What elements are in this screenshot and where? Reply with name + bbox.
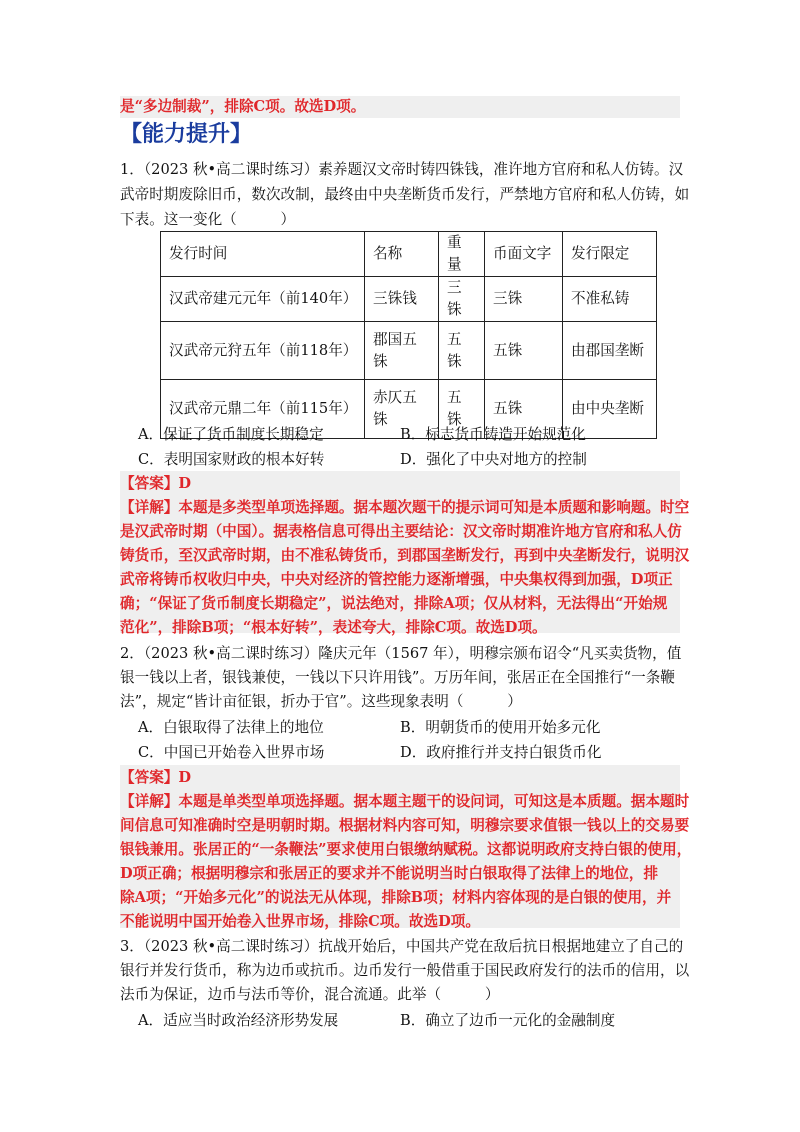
q2-answer: 【答案】D	[120, 769, 192, 786]
table-cell: 不准私铸	[563, 277, 657, 322]
q1-explain-line: 是汉武帝时期（中国）。据表格信息可得出主要结论：汉文帝时期准许地方官府和私人仿	[120, 523, 682, 540]
q3-option-b: B．确立了边币一元化的金融制度	[400, 1012, 616, 1029]
q2-option-c: C．中国已开始卷入世界市场	[138, 744, 325, 761]
q1-explain-line: 范化”，排除B项；“根本好转”，表述夸大，排除C项。故选D项。	[120, 619, 547, 636]
table-cell: 由中央垄断	[563, 380, 657, 439]
q1-stem-line-2: 武帝时期废除旧币，数次改制，最终由中央垄断货币发行，严禁地方官府和私人仿铸，如	[120, 186, 690, 203]
q2-explain-line: 【详解】本题是单类型单项选择题。据本题主题干的设问词，可知这是本质题。据本题时	[120, 793, 690, 810]
q2-option-d: D．政府推行并支持白银货币化	[400, 744, 602, 761]
q2-explain-line: 银钱兼用。张居正的“一条鞭法”要求使用白银缴纳赋税。这都说明政府支持白银的使用，	[120, 841, 692, 858]
top-explain-text: 是“多边制裁”，排除C项。故选D项。	[120, 98, 366, 115]
q1-option-a: A．保证了货币制度长期稳定	[138, 426, 324, 443]
q2-explain-line: 间信息可知准确时空是明朝时期。根据材料内容可知，明穆宗要求值银一钱以上的交易要	[120, 817, 690, 834]
table-header-cell: 币面文字	[485, 232, 563, 277]
q2-stem-line-2: 银一钱以上者，银钱兼使，一钱以下只许用钱”。万历年间，张居正在全国推行“一条鞭	[120, 669, 675, 686]
q1-answer: 【答案】D	[120, 475, 192, 492]
table-cell: 三铢	[485, 277, 563, 322]
q1-option-d: D．强化了中央对地方的控制	[400, 451, 587, 468]
table-header-cell: 发行时间	[161, 232, 365, 277]
table-cell: 郡国五铢	[365, 322, 439, 380]
table-cell: 三铢钱	[365, 277, 439, 322]
currency-table	[160, 231, 657, 439]
table-cell: 汉武帝元鼎二年（前115年）	[161, 380, 365, 439]
q1-explain-line: 确；“保证了货币制度长期稳定”，说法绝对，排除A项；仅从材料，无法得出“开始规	[120, 595, 668, 612]
q1-option-c: C．表明国家财政的根本好转	[138, 451, 325, 468]
q3-option-a: A．适应当时政治经济形势发展	[138, 1012, 339, 1029]
q2-explain-line: 除A项；“开始多元化”的说法无从体现，排除B项；材料内容体现的是白银的使用，并	[120, 889, 672, 906]
q1-option-b: B．标志货币铸造开始规范化	[400, 426, 586, 443]
table-row	[161, 277, 657, 322]
section-heading: 【能力提升】	[120, 122, 253, 147]
table-row	[161, 322, 657, 380]
q1-explain-line: 武帝将铸币权收归中央，中央对经济的管控能力逐渐增强，中央集权得到加强，D项正	[120, 571, 673, 588]
table-cell: 五铢	[439, 380, 485, 439]
q3-stem-line-2: 银行并发行货币，称为边币或抗币。边币发行一般借重于国民政府发行的法币的信用，以	[120, 962, 690, 979]
q2-stem-line-3: 法”，规定“皆计亩征银，折办于官”。这些现象表明（ ）	[120, 693, 522, 710]
q2-stem-line-1: 2．（2023 秋•高二课时练习）隆庆元年（1567 年），明穆宗颁布诏令“凡买卖货物，值	[120, 645, 682, 662]
q1-explain-line: 铸货币，至汉武帝时期，由不准私铸货币，到郡国垄断发行，再到中央垄断发行，说明汉	[120, 547, 690, 564]
q2-explain-line: 不能说明中国开始卷入世界市场，排除C项。故选D项。	[120, 913, 480, 930]
q2-explain-line: D项正确；根据明穆宗和张居正的要求并不能说明当时白银取得了法律上的地位，排	[120, 865, 659, 882]
table-cell: 五铢	[485, 380, 563, 439]
table-cell: 五铢	[485, 322, 563, 380]
table-header-cell: 重量	[439, 232, 485, 277]
table-cell: 三铢	[439, 277, 485, 322]
q1-stem-line-1: 1．（2023 秋•高二课时练习）素养题汉文帝时铸四铢钱，准许地方官府和私人仿铸。汉	[120, 161, 684, 178]
q1-explain-line: 【详解】本题是多类型单项选择题。据本题次题干的提示词可知是本质题和影响题。时空	[120, 499, 690, 516]
table-cell: 汉武帝建元元年（前140年）	[161, 277, 365, 322]
q2-option-b: B．明朝货币的使用开始多元化	[400, 719, 601, 736]
table-cell: 赤仄五铢	[365, 380, 439, 439]
table-header-cell: 名称	[365, 232, 439, 277]
q1-stem-line-3: 下表。这一变化（ ）	[120, 211, 296, 228]
table-cell: 五铢	[439, 322, 485, 380]
table-header-cell: 发行限定	[563, 232, 657, 277]
q2-option-a: A．白银取得了法律上的地位	[138, 719, 324, 736]
table-cell: 汉武帝元狩五年（前118年）	[161, 322, 365, 380]
q3-stem-line-3: 法币为保证，边币与法币等价，混合流通。此举（ ）	[120, 986, 500, 1003]
table-header-row	[161, 232, 657, 277]
table-cell: 由郡国垄断	[563, 322, 657, 380]
q3-stem-line-1: 3．（2023 秋•高二课时练习）抗战开始后，中国共产党在敌后抗日根据地建立了自己的	[120, 938, 684, 955]
